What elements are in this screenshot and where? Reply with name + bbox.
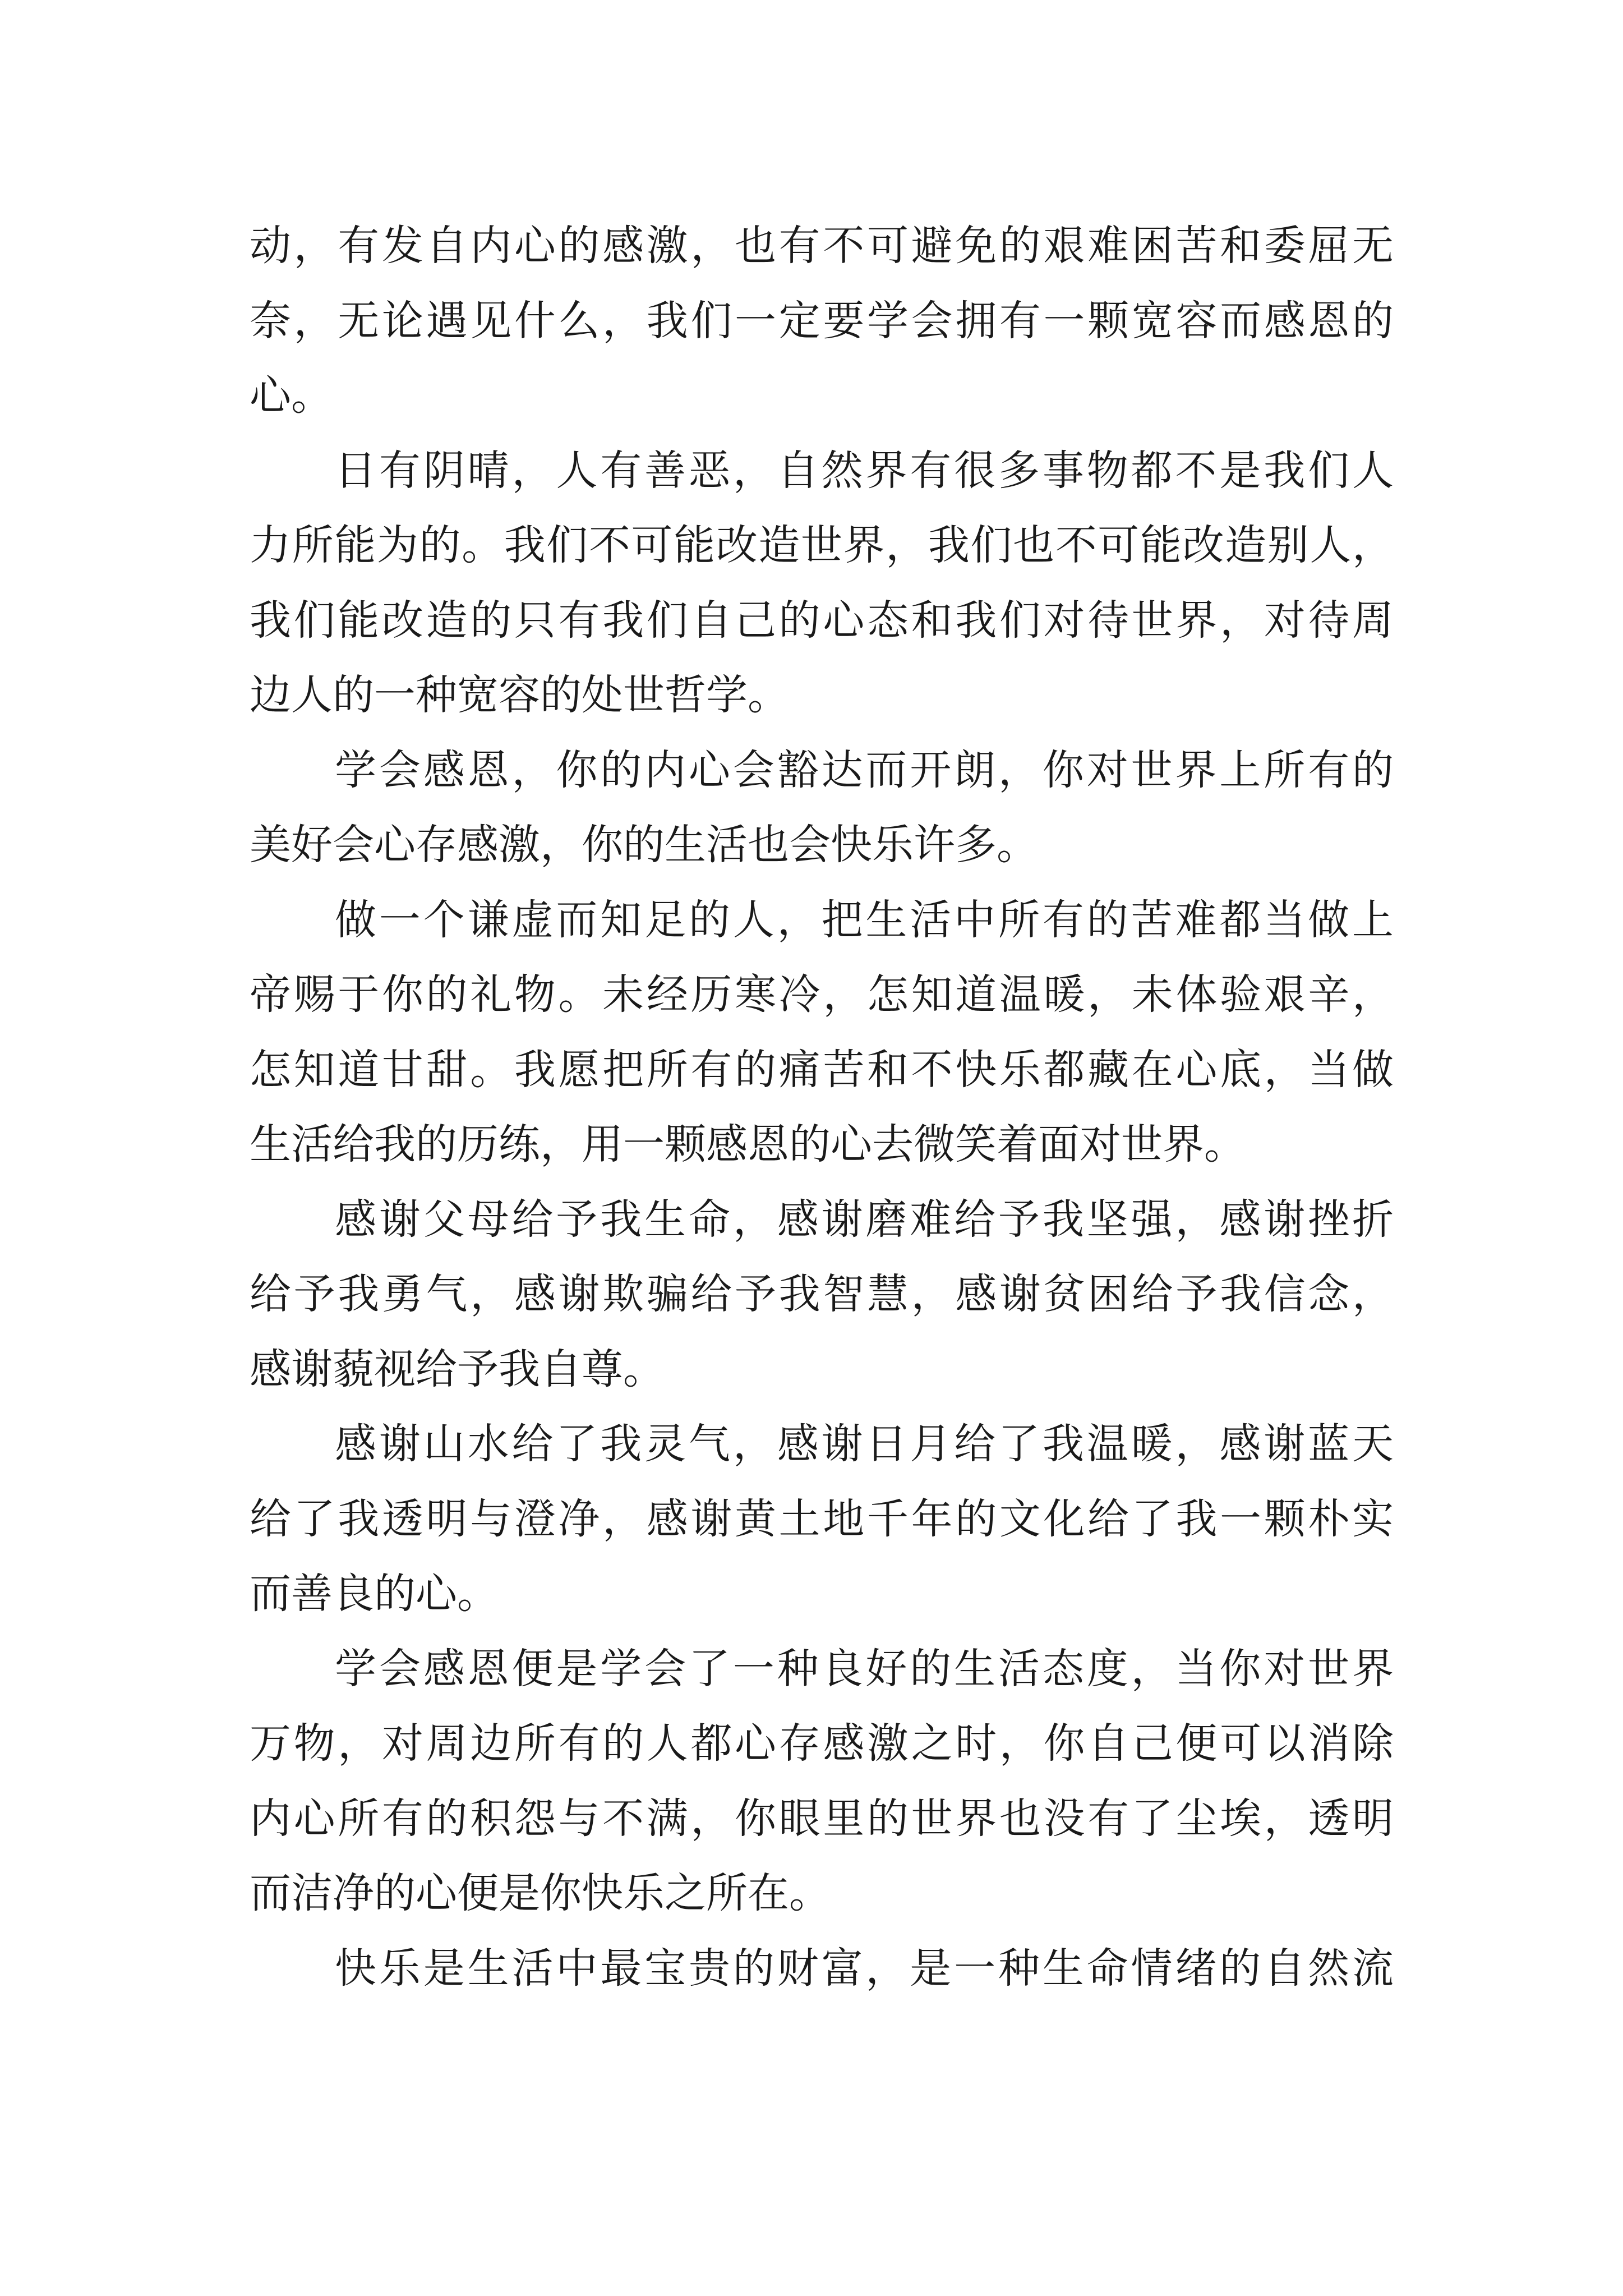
text-line: 万物，对周边所有的人都心存感激之时，你自己便可以消除 <box>250 1719 1394 1768</box>
paragraph-first-line: 学会感恩，你的内心会豁达而开朗，你对世界上所有的 <box>335 746 1394 794</box>
text-line: 动，有发自内心的感激，也有不可避免的艰难困苦和委屈无 <box>250 222 1394 270</box>
paragraph-first-line: 学会感恩便是学会了一种良好的生活态度，当你对世界 <box>335 1644 1394 1693</box>
paragraph-first-line: 日有阴晴，人有善恶，自然界有很多事物都不是我们人 <box>335 446 1394 495</box>
paragraph-first-line: 快乐是生活中最宝贵的财富，是一种生命情绪的自然流 <box>335 1944 1394 1993</box>
text-line: 内心所有的积怨与不满，你眼里的世界也没有了尘埃，透明 <box>250 1794 1394 1843</box>
paragraph-first-line: 感谢父母给予我生命，感谢磨难给予我坚强，感谢挫折 <box>335 1195 1394 1244</box>
text-line: 感谢藐视给予我自尊。 <box>250 1345 665 1393</box>
text-line: 给了我透明与澄净，感谢黄土地千年的文化给了我一颗朴实 <box>250 1494 1394 1543</box>
text-line: 帝赐于你的礼物。未经历寒冷，怎知道温暖，未体验艰辛， <box>250 970 1394 1019</box>
text-line: 而洁净的心便是你快乐之所在。 <box>250 1869 831 1917</box>
text-line: 我们能改造的只有我们自己的心态和我们对待世界，对待周 <box>250 596 1394 645</box>
text-line: 力所能为的。我们不可能改造世界，我们也不可能改造别人， <box>250 521 1394 569</box>
text-line: 边人的一种宽容的处世哲学。 <box>250 671 789 719</box>
document-body <box>250 209 1394 2006</box>
paragraph-first-line: 感谢山水给了我灵气，感谢日月给了我温暖，感谢蓝天 <box>335 1420 1394 1468</box>
text-line: 给予我勇气，感谢欺骗给予我智慧，感谢贫困给予我信念， <box>250 1270 1394 1318</box>
text-line: 而善良的心。 <box>250 1570 499 1618</box>
paragraph-first-line: 做一个谦虚而知足的人，把生活中所有的苦难都当做上 <box>335 895 1394 944</box>
text-line: 生活给我的历练，用一颗感恩的心去微笑着面对世界。 <box>250 1120 1246 1168</box>
text-line: 心。 <box>250 371 333 420</box>
text-line: 奈，无论遇见什么，我们一定要学会拥有一颗宽容而感恩的 <box>250 296 1394 345</box>
text-line: 怎知道甘甜。我愿把所有的痛苦和不快乐都藏在心底，当做 <box>250 1045 1394 1094</box>
text-line: 美好会心存感激，你的生活也会快乐许多。 <box>250 821 1038 869</box>
